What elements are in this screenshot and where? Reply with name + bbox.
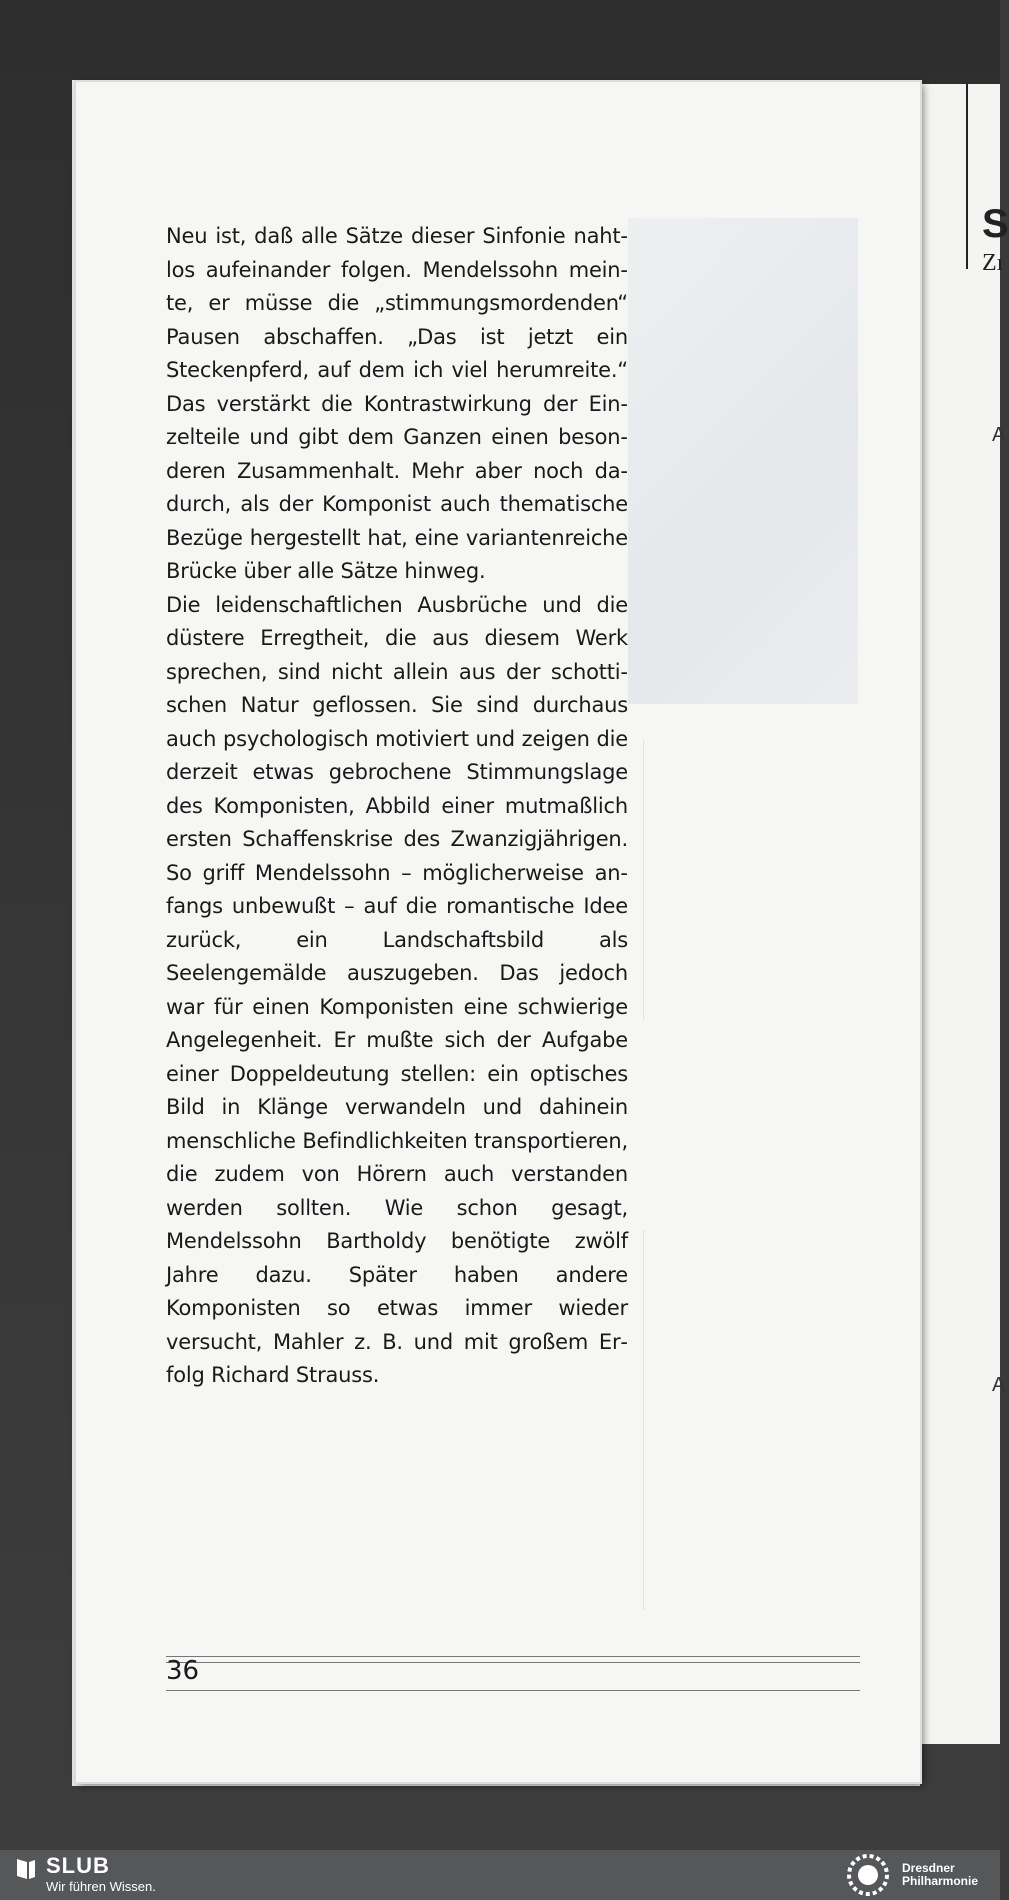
partner-name-line: Dresdner xyxy=(902,1861,955,1875)
partner-name xyxy=(902,1862,998,1888)
adjacent-page-rule xyxy=(966,84,968,269)
slub-logo-icon xyxy=(14,1857,38,1881)
show-through-rule xyxy=(643,740,644,1020)
library-tagline: Wir führen Wissen. xyxy=(46,1879,156,1894)
page-number: 36 xyxy=(166,1656,200,1686)
adjacent-page-margin-letter: A xyxy=(992,424,1006,446)
paragraph: Neu ist, daß alle Sätze dieser Sinfonie nahtlos aufeinander folgen. Mendelssohn meinte, er müsse die „stimmungsmordenden“ Pausen abschaffen. „Das ist jetzt ein Steckenpferd, auf dem ich viel herumreite.“ Das verstärkt die Kontrastwirkung der Einzelteile und gibt dem Ganzen einen besonderen Zusammenhalt. Mehr aber noch dadurch, als der Komponist auch thematische Bezüge hergestellt hat, eine variantenreiche Brücke über alle Sätze hinweg. xyxy=(166,224,628,583)
adjacent-page xyxy=(920,84,1009,1744)
footer-rule xyxy=(166,1662,860,1663)
footer-rule xyxy=(166,1690,860,1691)
adjacent-page-margin-letter: A xyxy=(992,1374,1006,1396)
paragraph: Die leidenschaftlichen Ausbrüche und die düstere Erregtheit, die aus diesem Werk sprechen, sind nicht allein aus der schottischen Natur geflossen. Sie sind durchaus auch psychologisch motiviert und zeigen die derzeit etwas gebrochene Stimmungslage des Komponisten, Abbild einer mutmaßlich ersten Schaffenskrise des Zwanzigjährigen. So griff Mendelssohn – möglicherweise anfangs unbewußt – auf die romantische Idee zurück, ein Landschaftsbild als Seelengemälde auszugeben. Das jedoch war für einen Komponisten eine schwierige Angelegenheit. Er mußte sich der Aufgabe einer Doppeldeutung stellen: ein optisches Bild in Klänge verwandeln und dahinein menschliche Befindlichkeiten transportieren, die zudem von Hörern auch verstanden werden sollten. Wie schon gesagt, Mendelssohn Bartholdy benötigte zwölf Jahre dazu. Später haben andere Komponisten so etwas immer wieder versucht, Mahler z. B. und mit großem Erfolg Richard Strauss. xyxy=(166,592,628,1387)
dresdner-philharmonie-logo-icon xyxy=(842,1853,894,1897)
adjacent-page-subheading: Zı xyxy=(982,250,1004,276)
show-through-rule xyxy=(643,1230,644,1610)
footer-rule xyxy=(166,1656,860,1657)
partner-name-line: Philharmonie xyxy=(902,1874,979,1888)
library-name: SLUB xyxy=(46,1853,110,1878)
body-text xyxy=(166,220,628,1393)
adjacent-page-heading: S xyxy=(982,202,1009,246)
show-through-image xyxy=(628,218,858,704)
